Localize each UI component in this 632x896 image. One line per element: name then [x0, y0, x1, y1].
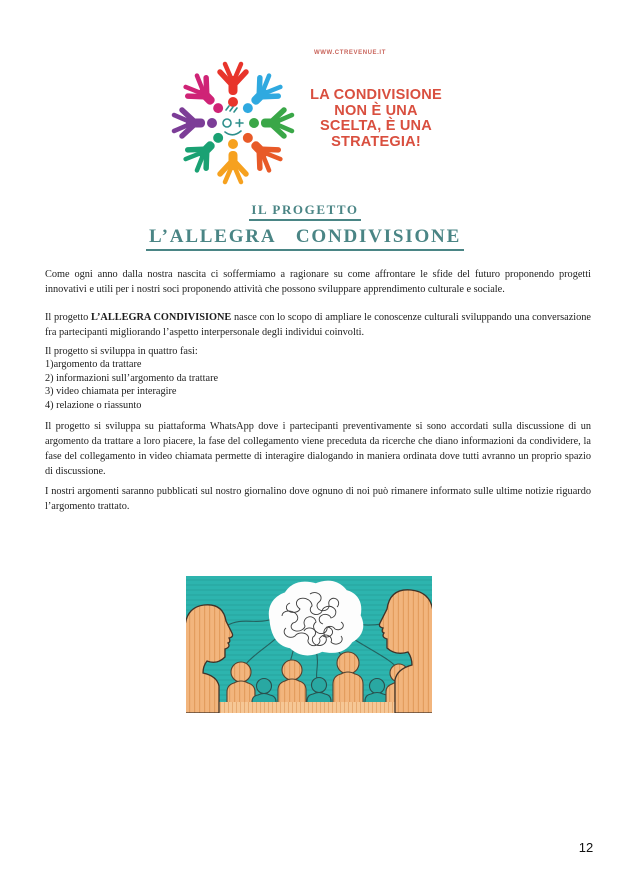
phases-list-intro: Il progetto si sviluppa in quattro fasi: [45, 346, 198, 357]
community-circle-logo [171, 59, 295, 185]
sharing-illustration [186, 576, 432, 713]
paragraph-whatsapp: Il progetto si sviluppa su piattaforma WhatsApp dove i partecipanti preventivamente si sono accordati sulla discussione di un argomento da trattare a loro piacere, la fase del collegamento viene preceduta da ricerche che diano informazioni da condividere, la fase del collegamento in video chiamata permette di interagire dialogando in maniera ordinata dove tutti avranno un proprio spazio di discussione. [45, 421, 591, 477]
figure-red [220, 64, 246, 107]
smile-face-icon [223, 106, 243, 135]
paragraph-project-suffix: nasce con lo scopo di ampliare le conoscenze culturali sviluppando una conversazione fra partecipanti migliorando l’aspetto interpersonale degli individui coinvolti. [45, 312, 591, 338]
tangle-cloud [273, 585, 359, 651]
paragraph-intro: Come ogni anno dalla nostra nascita ci soffermiamo a ragionare su come affrontare le sfide del futuro proponendo progetti innovativi e utili per i nostri soci proponendo attività che possono sviluppare apprendimento culturale e sociale. [45, 269, 591, 295]
paragraph-project-prefix: Il progetto [45, 312, 92, 323]
paragraph-project [45, 310, 591, 340]
section-kicker: IL PROGETTO [249, 202, 360, 221]
paragraph-project-bold: L’ALLEGRA CONDIVISIONE [91, 312, 232, 323]
figure-purple [174, 110, 217, 136]
slogan-line-2: NON È UNA [334, 101, 418, 119]
slogan-line-4: STRATEGIA! [331, 132, 421, 150]
page-number: 12 [578, 840, 594, 855]
phase-item-3: 3) video chiamata per interagire [45, 386, 177, 398]
phase-item-1: 1)argomento da trattare [45, 359, 142, 371]
phase-item-2: 2) informazioni sull’argomento da trattare [45, 372, 219, 384]
figure-green [249, 110, 292, 136]
phase-item-4: 4) relazione o riassunto [45, 399, 142, 411]
figure-ring [174, 64, 292, 182]
slogan-line-3: SCELTA, È UNA [320, 117, 432, 134]
website-url: WWW.CTREVENUE.IT [314, 50, 386, 56]
slogan-line-1: LA CONDIVISIONE [310, 86, 442, 103]
phases-list [45, 345, 591, 412]
page-title: L’ALLEGRA CONDIVISIONE [146, 226, 464, 251]
figure-amber [220, 139, 246, 182]
paragraph-giornalino: I nostri argomenti saranno pubblicati sul nostro giornalino dove ognuno di noi può rimanere informato sulle ultime notizie riguardo l’argomento trattato. [45, 486, 591, 512]
logo-slogan [295, 87, 458, 149]
